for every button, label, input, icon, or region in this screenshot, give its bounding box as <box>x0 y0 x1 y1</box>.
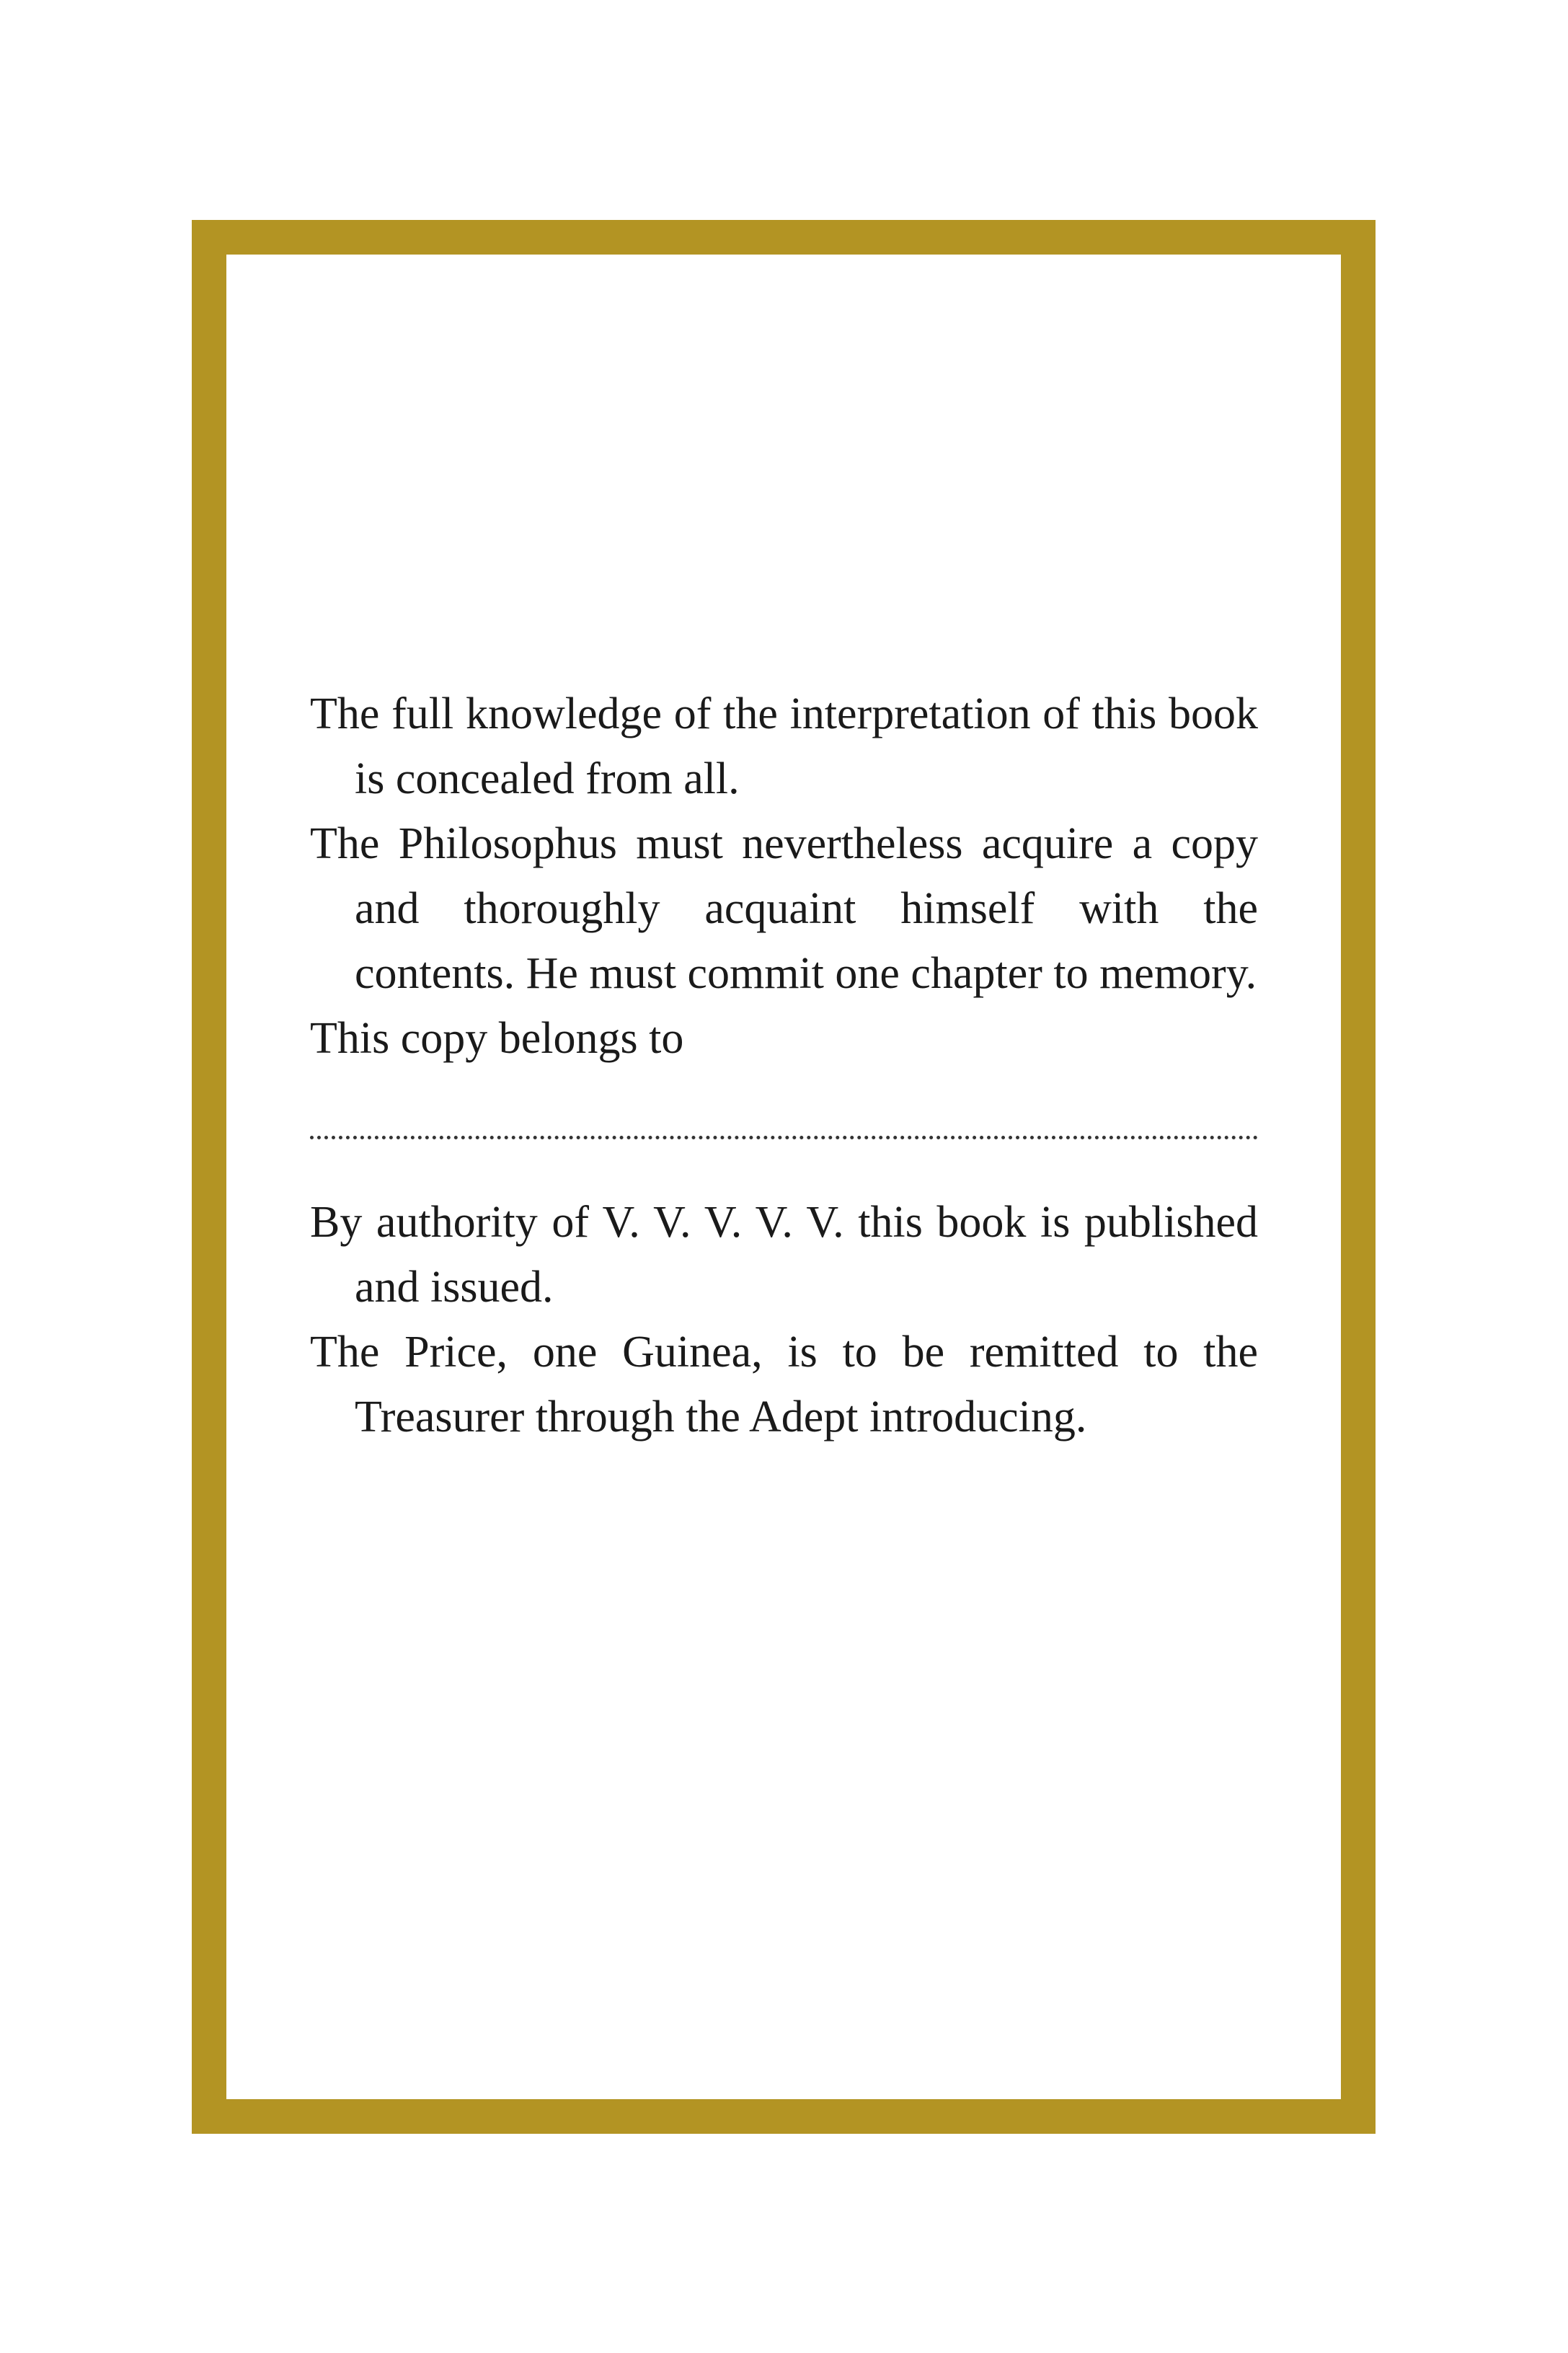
notice-text-block <box>310 681 1258 1449</box>
paragraph-philosophus-instructions: The Philosophus must nevertheless acquire a copy and thoroughly acquaint himself with the contents. He must commit one chapter to memory. <box>310 819 1258 998</box>
paragraph-authority: By authority of V. V. V. V. V. this book is published and issued. <box>310 1198 1258 1312</box>
paragraph-copy-belongs-to: This copy belongs to <box>310 1014 684 1063</box>
paragraph-knowledge-concealed: The full knowledge of the interpretation of this book is concealed from all. <box>310 689 1258 803</box>
owner-name-dotted-line <box>310 1136 1258 1139</box>
paragraph-price: The Price, one Guinea, is to be remitted to the Treasurer through the Adept introducing. <box>310 1328 1258 1442</box>
